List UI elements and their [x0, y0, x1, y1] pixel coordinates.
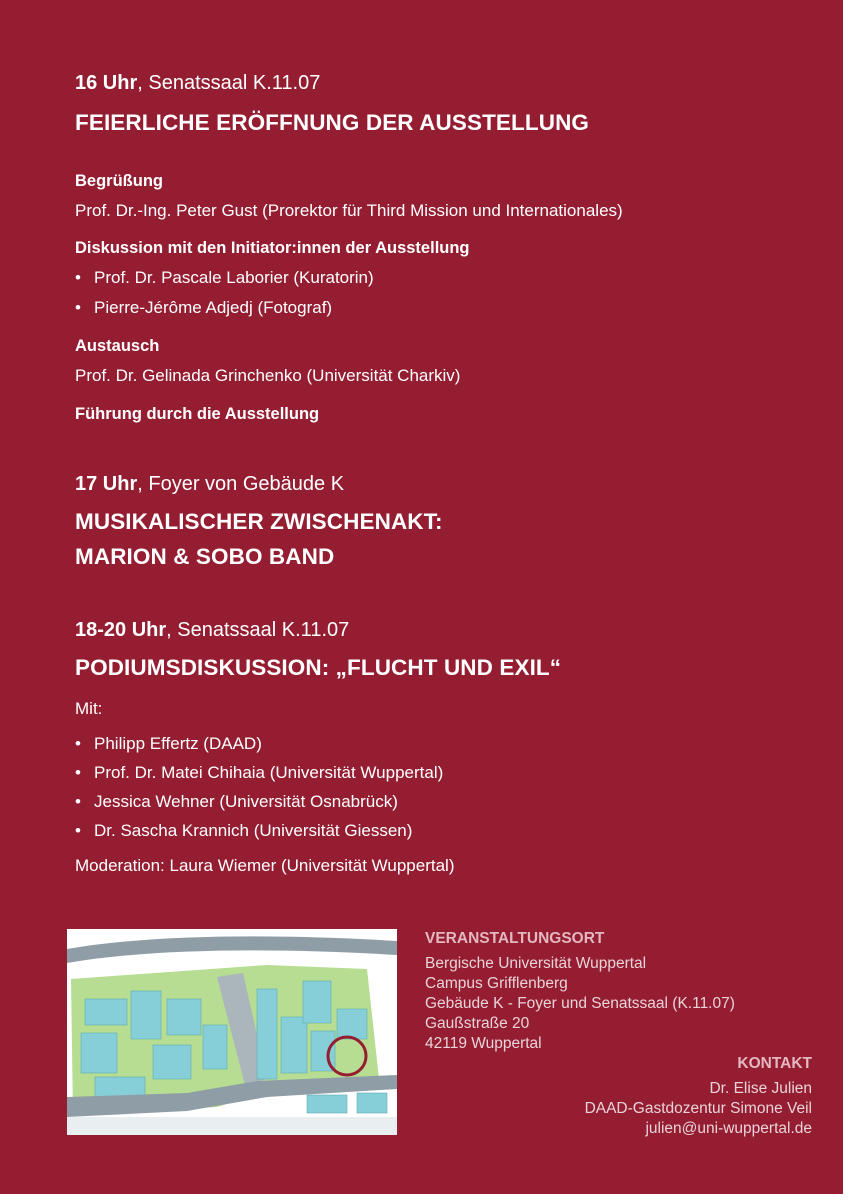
contact-position: DAAD-Gastdozentur Simone Veil	[584, 1100, 812, 1117]
venue-line: Gaußstraße 20	[425, 1015, 530, 1032]
section1-heading: FEIERLICHE ERÖFFNUNG DER AUSSTELLUNG	[75, 110, 590, 135]
tour-title: Führung durch die Ausstellung	[75, 405, 320, 423]
moderation: Moderation: Laura Wiemer (Universität Wuppertal)	[75, 856, 455, 875]
campus-map	[67, 929, 397, 1135]
section2-time: 17 Uhr, Foyer von Gebäude K	[75, 473, 345, 495]
section2-heading-line1: MUSIKALISCHER ZWISCHENAKT:	[75, 509, 443, 534]
venue-line: Gebäude K - Foyer und Senatssaal (K.11.07)	[425, 995, 735, 1012]
contact-email[interactable]: julien@uni-wuppertal.de	[645, 1120, 812, 1137]
exchange-title: Austausch	[75, 337, 160, 355]
section3-time: 18-20 Uhr, Senatssaal K.11.07	[75, 619, 350, 641]
venue-line: Bergische Universität Wuppertal	[425, 955, 647, 972]
contact-name: Dr. Elise Julien	[709, 1080, 812, 1097]
campus-map-image	[67, 929, 397, 1135]
contact-title: KONTAKT	[737, 1055, 812, 1072]
exchange-person: Prof. Dr. Gelinada Grinchenko (Universität Charkiv)	[75, 366, 461, 385]
greeting-title: Begrüßung	[75, 172, 163, 190]
list-item: • Dr. Sascha Krannich (Universität Giessen)	[75, 821, 413, 840]
with-label: Mit:	[75, 699, 103, 718]
section2-heading-line2: MARION & SOBO BAND	[75, 544, 335, 569]
list-item: • Prof. Dr. Matei Chihaia (Universität Wuppertal)	[75, 763, 444, 782]
venue-line: Campus Grifflenberg	[425, 975, 568, 992]
greeting-person: Prof. Dr.-Ing. Peter Gust (Prorektor für Third Mission und Internationales)	[75, 201, 623, 220]
section3-heading: PODIUMSDISKUSSION: „FLUCHT UND EXIL“	[75, 655, 562, 680]
list-item: • Prof. Dr. Pascale Laborier (Kuratorin)	[75, 268, 374, 287]
section1-time: 16 Uhr, Senatssaal K.11.07	[75, 72, 321, 94]
list-item: • Jessica Wehner (Universität Osnabrück)	[75, 792, 398, 811]
venue-line: 42119 Wuppertal	[425, 1035, 542, 1052]
discussion-title: Diskussion mit den Initiator:innen der Ausstellung	[75, 239, 470, 257]
list-item: • Pierre-Jérôme Adjedj (Fotograf)	[75, 298, 333, 317]
list-item: • Philipp Effertz (DAAD)	[75, 734, 262, 753]
venue-title: VERANSTALTUNGSORT	[425, 930, 605, 947]
